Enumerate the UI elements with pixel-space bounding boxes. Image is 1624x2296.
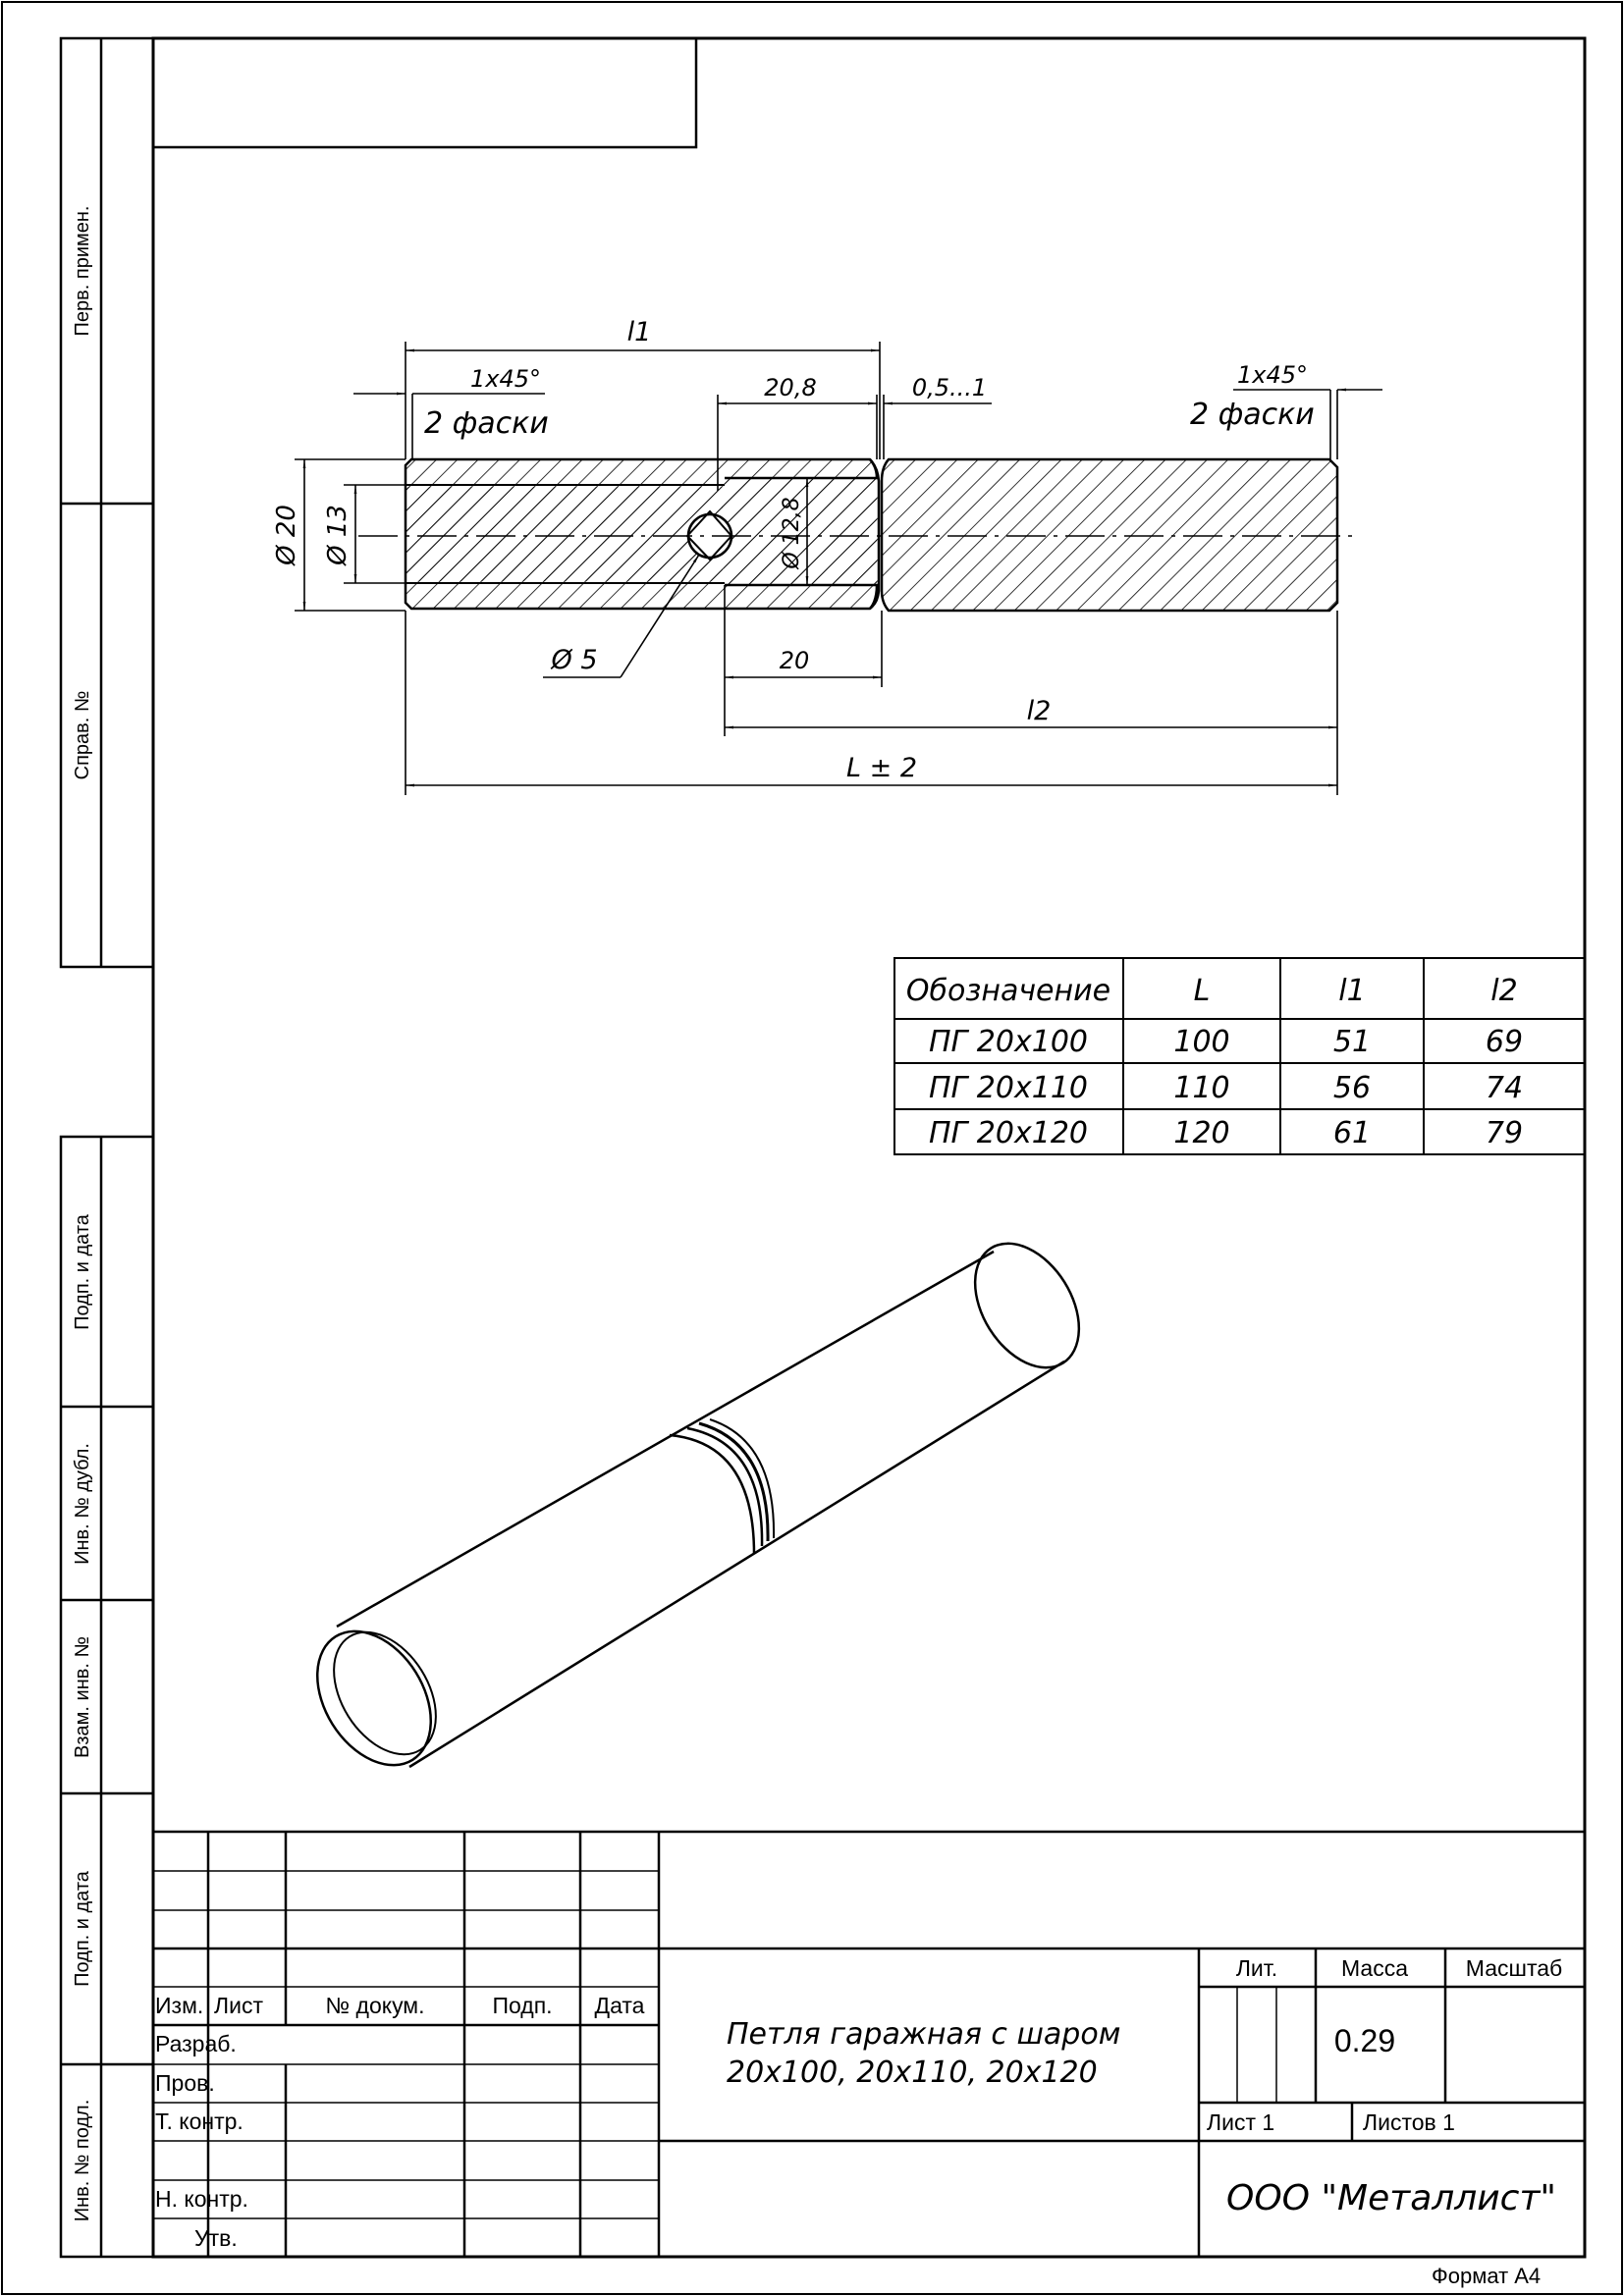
tb-role-utv: Утв. (194, 2225, 238, 2251)
side-label-inv-podl: Инв. № подл. (72, 2099, 93, 2222)
format-label: Формат А4 (1432, 2264, 1542, 2288)
tb-header-data: Дата (594, 1993, 645, 2018)
tb-mass-label: Масса (1340, 1955, 1409, 1981)
dim-phi-13: Ø 13 (323, 505, 352, 565)
spec-cell: 69 (1485, 1025, 1524, 1059)
tb-role-tkontr: Т. контр. (155, 2109, 244, 2134)
tb-header-list: Лист (214, 1993, 263, 2018)
spec-cell: 120 (1173, 1116, 1230, 1150)
tb-header-doc: № докум. (325, 1993, 425, 2018)
tb-role-nkontr: Н. контр. (155, 2186, 248, 2212)
isometric-view (294, 1225, 1100, 1787)
side-label-vzam-inv: Взам. инв. № (72, 1636, 93, 1758)
spec-cell: 110 (1173, 1071, 1230, 1105)
side-label-sprav: Справ. № (72, 690, 93, 780)
side-label-perv: Перв. примен. (72, 205, 93, 337)
dim-chamfer-right-note: 2 фаски (1190, 398, 1315, 432)
spec-cell: ПГ 20х110 (929, 1071, 1088, 1105)
top-left-box (153, 38, 696, 147)
spec-header-L: L (1193, 974, 1211, 1008)
tb-role-prov: Пров. (155, 2070, 215, 2096)
side-label-podp-1: Подп. и дата (72, 1214, 93, 1330)
spec-cell: 79 (1485, 1116, 1524, 1150)
spec-cell: 56 (1332, 1071, 1372, 1105)
spec-cell: 74 (1485, 1071, 1524, 1105)
dim-gap: 0,5...1 (911, 374, 988, 401)
tb-header-izm: Изм. (155, 1993, 204, 2018)
tb-title-line2: 20х100, 20х110, 20х120 (727, 2056, 1098, 2090)
tb-title-line1: Петля гаражная с шаром (727, 2017, 1121, 2052)
left-strip-upper (61, 38, 153, 967)
part-section-view (358, 459, 1353, 611)
dim-chamfer-right: 1x45° (1236, 361, 1309, 389)
spec-cell: ПГ 20х100 (929, 1025, 1088, 1059)
side-label-podp-2: Подп. и дата (72, 1871, 93, 1987)
tb-lit-label: Лит. (1235, 1955, 1278, 1981)
spec-cell: 51 (1332, 1025, 1372, 1059)
tb-sheet-label: Лист 1 (1207, 2109, 1275, 2135)
dim-20: 20 (779, 647, 810, 674)
side-label-inv-dubl: Инв. № дубл. (72, 1443, 93, 1565)
tb-role-razrab: Разраб. (155, 2031, 237, 2056)
dim-phi-20: Ø 20 (272, 505, 301, 565)
tb-mass-value: 0.29 (1333, 2023, 1396, 2058)
dim-chamfer-left: 1x45° (469, 365, 542, 393)
spec-header-designation: Обозначение (905, 974, 1111, 1008)
dim-L: L ± 2 (845, 753, 918, 783)
spec-header-l1: l1 (1338, 974, 1366, 1008)
right-body (882, 459, 1337, 611)
dim-chamfer-left-note: 2 фаски (424, 406, 549, 441)
tb-header-podp: Подп. (492, 1993, 553, 2018)
spec-cell: 100 (1173, 1025, 1230, 1059)
tb-scale-label: Масштаб (1465, 1955, 1563, 1981)
spec-cell: ПГ 20х120 (929, 1116, 1088, 1150)
spec-header-l2: l2 (1490, 974, 1518, 1008)
dim-phi-5: Ø 5 (551, 645, 598, 675)
spec-cell: 61 (1332, 1116, 1372, 1150)
dim-l1: l1 (626, 317, 652, 347)
tb-company: ООО "Металлист" (1226, 2178, 1556, 2218)
tb-sheets-label: Листов 1 (1363, 2109, 1455, 2135)
dim-phi-12-8: Ø 12,8 (780, 497, 804, 569)
dim-20-8: 20,8 (764, 374, 817, 401)
outer-border (2, 2, 1622, 2294)
dim-l2: l2 (1026, 696, 1052, 726)
